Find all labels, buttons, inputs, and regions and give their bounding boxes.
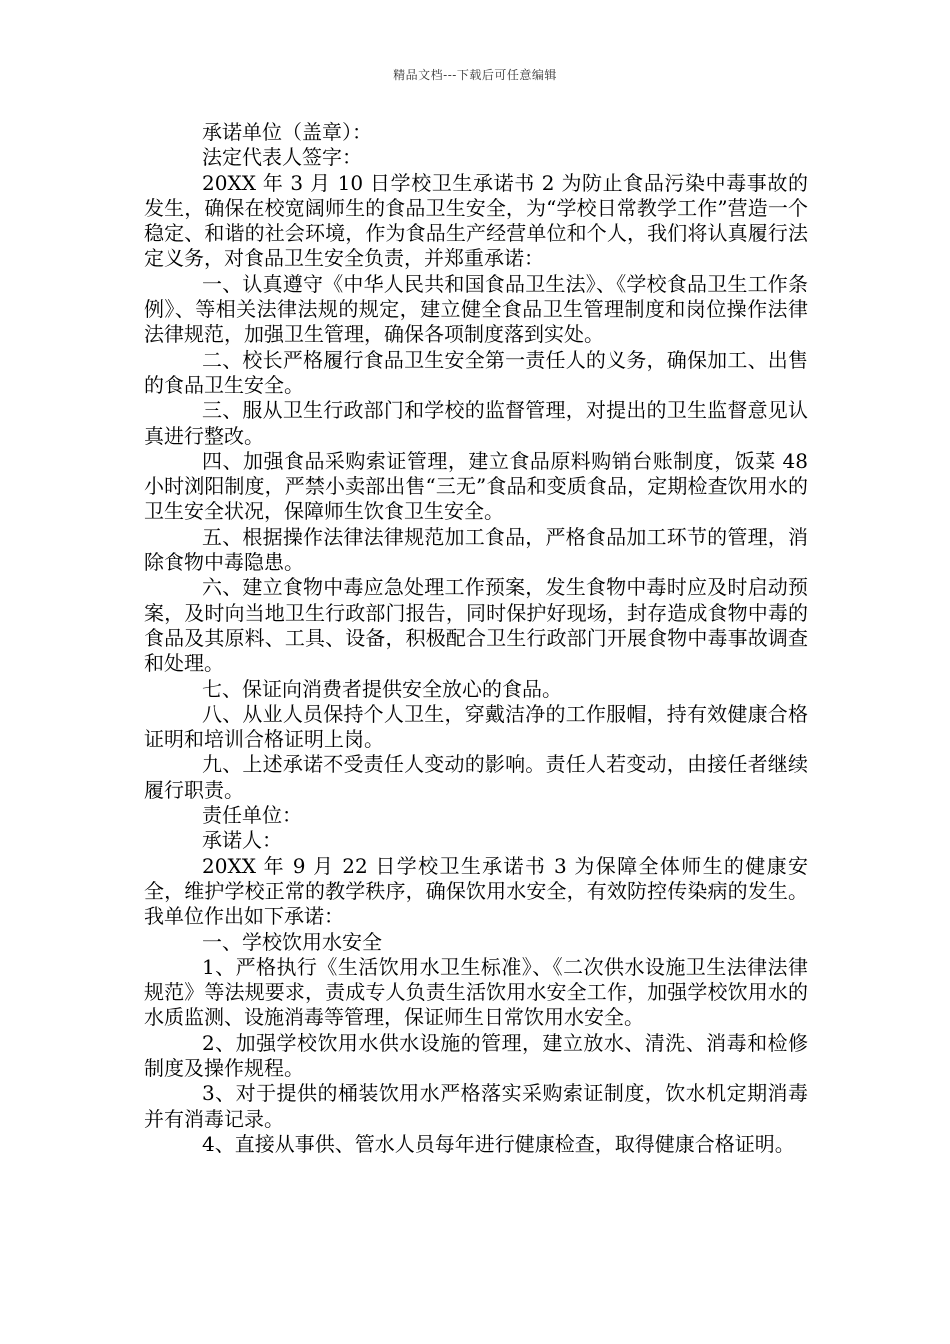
paragraph-item-9: 九、上述承诺不受责任人变动的影响。责任人若变动，由接任者继续履行职责。 [144,752,808,802]
paragraph-seal-unit: 承诺单位（盖章）： [202,120,372,144]
paragraph-letter-2-intro: 20XX 年 3 月 10 日学校卫生承诺书 2 为防止食品污染中毒事故的发生，确保在校宽阔师生的食品卫生安全，为“学校日常教学工作”营造一个稳定、和谐的社会环境，作为食品生产经营单位和个人，我们将认真履行法定义务，对食品卫生安全负责，并郑重承诺： [144,170,808,271]
paragraph-item-2: 二、校长严格履行食品卫生安全第一责任人的义务，确保加工、出售的食品卫生安全。 [144,347,808,397]
paragraph-water-item-4: 4、直接从事供、管水人员每年进行健康检查，取得健康合格证明。 [202,1131,795,1156]
paragraph-letter-3-intro: 20XX 年 9 月 22 日学校卫生承诺书 3 为保障全体师生的健康安全，维护学校正常的教学秩序，确保饮用水安全，有效防控传染病的发生。我单位作出如下承诺： [144,853,808,929]
paragraph-item-6: 六、建立食物中毒应急处理工作预案，发生食物中毒时应及时启动预案，及时向当地卫生行政部门报告，同时保护好现场，封存造成食物中毒的食品及其原料、工具、设备，积极配合卫生行政部门开展食物中毒事故调查和处理。 [144,575,808,676]
paragraph-item-4: 四、加强食品采购索证管理，建立食品原料购销台账制度，饭菜 48 小时浏阳制度，严禁小卖部出售“三无”食品和变质食品，定期检查饮用水的卫生安全状况，保障师生饮食卫生安全。 [144,448,808,524]
paragraph-responsible-unit: 责任单位： [202,803,302,828]
paragraph-item-3: 三、服从卫生行政部门和学校的监督管理，对提出的卫生监督意见认真进行整改。 [144,398,808,448]
paragraph-promisor: 承诺人： [202,828,282,853]
paragraph-item-1: 一、认真遵守《中华人民共和国食品卫生法》、《学校食品卫生工作条例》、等相关法律法规的规定，建立健全食品卫生管理制度和岗位操作法律法律规范，加强卫生管理，确保各项制度落到实处。 [144,271,808,347]
paragraph-item-7: 七、保证向消费者提供安全放心的食品。 [202,676,562,701]
page-header-watermark: 精品文档---下载后可任意编辑 [393,68,557,82]
paragraph-legal-rep-signature: 法定代表人签字： [202,145,362,170]
paragraph-item-8: 八、从业人员保持个人卫生，穿戴洁净的工作服帽，持有效健康合格证明和培训合格证明上岗。 [144,701,808,752]
paragraph-section-water-safety: 一、学校饮用水安全 [202,929,382,954]
document-body [144,120,808,1157]
paragraph-water-item-2: 2、加强学校饮用水供水设施的管理，建立放水、清洗、消毒和检修制度及操作规程。 [144,1030,808,1080]
paragraph-item-5: 五、根据操作法律法律规范加工食品，严格食品加工环节的管理，消除食物中毒隐患。 [144,524,808,575]
paragraph-water-item-3: 3、对于提供的桶装饮用水严格落实采购索证制度，饮水机定期消毒并有消毒记录。 [144,1081,808,1131]
paragraph-water-item-1: 1、严格执行《生活饮用水卫生标准》、《二次供水设施卫生法律法律规范》等法规要求，责成专人负责生活饮用水安全工作，加强学校饮用水的水质监测、设施消毒等管理，保证师生日常饮用水安全。 [144,954,808,1030]
